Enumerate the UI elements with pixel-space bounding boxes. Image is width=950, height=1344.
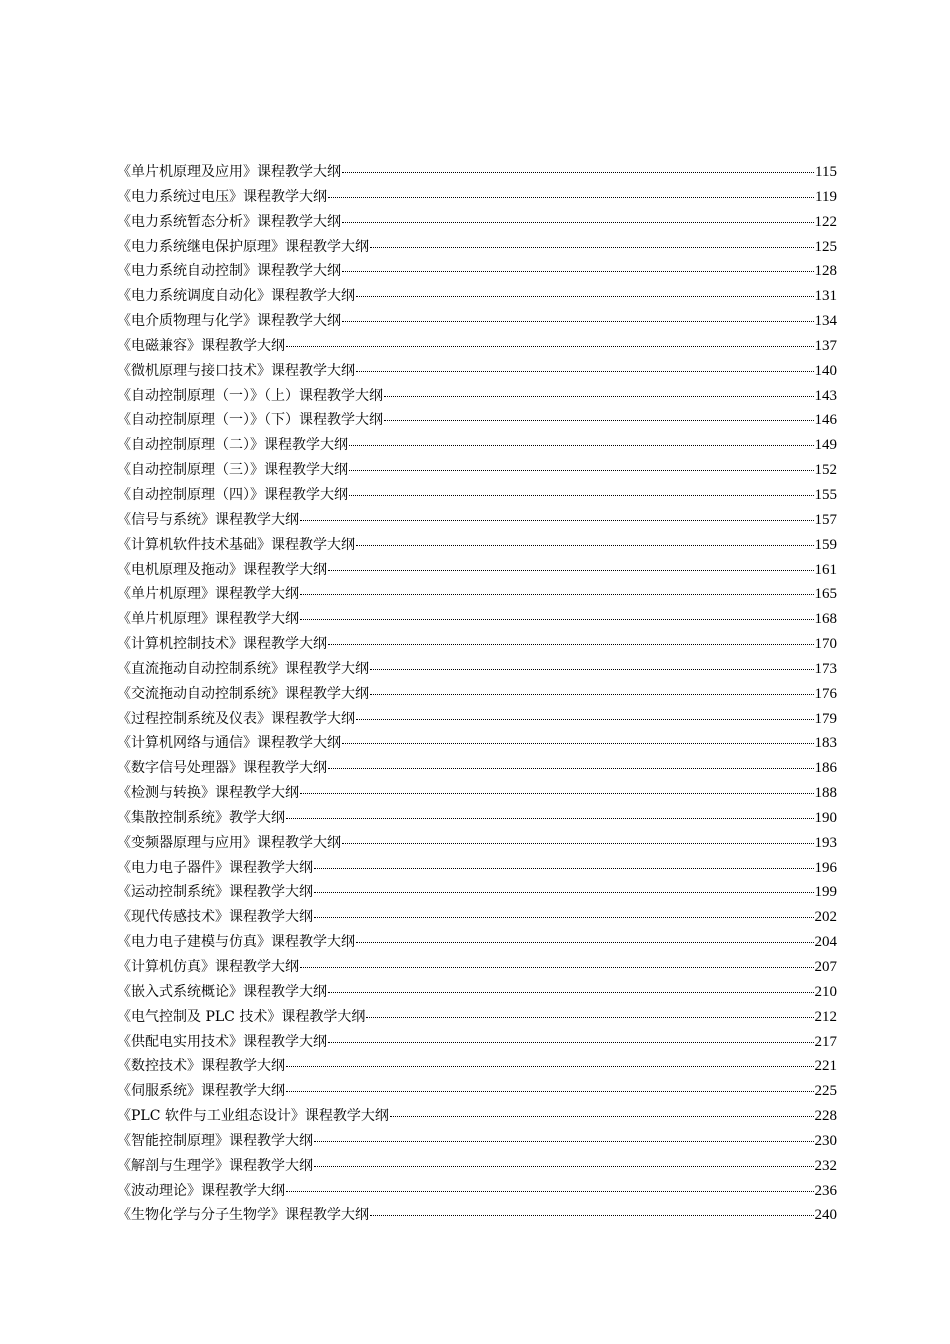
toc-entry-page-number: 137	[814, 337, 837, 354]
toc-entry-page-number: 221	[814, 1058, 837, 1075]
toc-entry-title: 《嵌入式系统概论》课程教学大纲	[117, 983, 327, 1000]
toc-entry[interactable]	[117, 508, 837, 533]
toc-entry[interactable]	[117, 185, 837, 210]
toc-entry-page-number: 143	[814, 387, 837, 404]
toc-entry[interactable]	[117, 781, 837, 806]
toc-entry[interactable]	[117, 160, 837, 185]
toc-entry-page-number: 190	[814, 809, 837, 826]
toc-dot-leader	[286, 1066, 814, 1067]
toc-entry[interactable]	[117, 309, 837, 334]
toc-dot-leader	[314, 917, 814, 918]
toc-entry[interactable]	[117, 707, 837, 732]
toc-entry-title: 《交流拖动自动控制系统》课程教学大纲	[117, 685, 369, 702]
toc-dot-leader	[356, 942, 814, 943]
toc-entry-page-number: 134	[814, 313, 837, 330]
toc-dot-leader	[300, 520, 814, 521]
toc-dot-leader	[366, 1017, 813, 1018]
toc-entry-title: 《智能控制原理》课程教学大纲	[117, 1132, 313, 1149]
toc-entry-page-number: 157	[814, 511, 837, 528]
toc-entry-title: 《单片机原理》课程教学大纲	[117, 611, 299, 628]
toc-entry[interactable]	[117, 582, 837, 607]
toc-entry[interactable]	[117, 657, 837, 682]
toc-dot-leader	[342, 271, 814, 272]
toc-entry-page-number: 188	[814, 785, 837, 802]
toc-entry[interactable]	[117, 831, 837, 856]
toc-entry[interactable]	[117, 1079, 837, 1104]
toc-entry[interactable]	[117, 955, 837, 980]
toc-dot-leader	[328, 644, 814, 645]
toc-entry-page-number: 152	[814, 462, 837, 479]
toc-entry-page-number: 196	[814, 859, 837, 876]
toc-dot-leader	[370, 1215, 814, 1216]
toc-entry[interactable]	[117, 533, 837, 558]
toc-entry-title: 《自动控制原理（二）》课程教学大纲	[117, 437, 348, 454]
toc-entry-title: 《供配电实用技术》课程教学大纲	[117, 1033, 327, 1050]
toc-dot-leader	[390, 1116, 814, 1117]
toc-entry[interactable]	[117, 458, 837, 483]
toc-entry[interactable]	[117, 930, 837, 955]
toc-entry[interactable]	[117, 1104, 837, 1129]
toc-dot-leader	[342, 172, 814, 173]
toc-dot-leader	[342, 743, 814, 744]
toc-entry-page-number: 183	[814, 735, 837, 752]
toc-entry-title: 《电力系统调度自动化》课程教学大纲	[117, 288, 355, 305]
toc-entry-title: 《计算机软件技术基础》课程教学大纲	[117, 536, 355, 553]
toc-dot-leader	[384, 420, 814, 421]
toc-entry-page-number: 228	[814, 1108, 837, 1125]
toc-entry-page-number: 159	[814, 536, 837, 553]
table-of-contents	[117, 160, 837, 1228]
toc-entry[interactable]	[117, 235, 837, 260]
toc-entry-page-number: 115	[815, 164, 837, 180]
toc-dot-leader	[342, 321, 814, 322]
toc-entry-title: 《电力系统过电压》课程教学大纲	[117, 188, 327, 205]
toc-dot-leader	[286, 1091, 814, 1092]
toc-entry[interactable]	[117, 856, 837, 881]
toc-entry[interactable]	[117, 1203, 837, 1228]
toc-entry-title: 《集散控制系统》教学大纲	[117, 809, 285, 826]
toc-entry[interactable]	[117, 1154, 837, 1179]
toc-dot-leader	[328, 768, 814, 769]
toc-entry-page-number: 207	[814, 959, 837, 975]
toc-entry-page-number: 170	[814, 636, 837, 653]
toc-entry[interactable]	[117, 1129, 837, 1154]
toc-entry-title: 《电气控制及 PLC 技术》课程教学大纲	[117, 1008, 366, 1025]
toc-entry-page-number: 210	[814, 983, 837, 1000]
toc-entry[interactable]	[117, 408, 837, 433]
toc-dot-leader	[328, 992, 814, 993]
toc-entry-page-number: 240	[814, 1207, 837, 1224]
toc-entry-title: 《计算机控制技术》课程教学大纲	[117, 636, 327, 653]
toc-entry-page-number: 168	[814, 611, 837, 628]
toc-entry-title: 《自动控制原理（四）》课程教学大纲	[117, 486, 348, 503]
toc-entry-title: 《检测与转换》课程教学大纲	[117, 785, 299, 802]
toc-entry-page-number: 122	[814, 213, 837, 230]
toc-entry-page-number: 165	[814, 586, 837, 603]
toc-entry[interactable]	[117, 806, 837, 831]
toc-entry-page-number: 173	[814, 660, 837, 677]
toc-entry-title: 《PLC 软件与工业组态设计》课程教学大纲	[117, 1108, 389, 1125]
toc-dot-leader	[300, 967, 814, 968]
toc-entry-page-number: 119	[815, 188, 837, 205]
toc-dot-leader	[356, 371, 814, 372]
toc-dot-leader	[314, 868, 814, 869]
toc-entry-title: 《电力系统自动控制》课程教学大纲	[117, 263, 341, 280]
toc-entry-title: 《计算机仿真》课程教学大纲	[117, 959, 299, 975]
toc-entry-title: 《自动控制原理（一）》（上）课程教学大纲	[117, 387, 383, 404]
toc-dot-leader	[300, 619, 814, 620]
toc-entry-page-number: 230	[814, 1132, 837, 1149]
toc-entry-page-number: 125	[814, 238, 837, 255]
toc-entry-page-number: 225	[814, 1083, 837, 1100]
toc-dot-leader	[286, 1191, 814, 1192]
toc-dot-leader	[286, 346, 814, 347]
toc-dot-leader	[314, 1166, 814, 1167]
toc-entry-page-number: 232	[814, 1157, 837, 1174]
toc-entry-title: 《电力电子器件》课程教学大纲	[117, 859, 313, 876]
toc-dot-leader	[300, 793, 814, 794]
toc-dot-leader	[314, 892, 814, 893]
toc-entry[interactable]	[117, 284, 837, 309]
toc-entry-page-number: 146	[814, 412, 837, 429]
toc-entry-title: 《电力系统暂态分析》课程教学大纲	[117, 213, 341, 230]
toc-entry-page-number: 202	[814, 909, 837, 926]
toc-dot-leader	[356, 719, 814, 720]
toc-entry-page-number: 193	[814, 834, 837, 851]
toc-entry[interactable]	[117, 1030, 837, 1055]
toc-entry-title: 《电介质物理与化学》课程教学大纲	[117, 313, 341, 330]
toc-entry-title: 《数字信号处理器》课程教学大纲	[117, 760, 327, 777]
toc-entry-page-number: 140	[814, 362, 837, 379]
toc-entry[interactable]	[117, 880, 837, 905]
toc-entry-page-number: 128	[814, 263, 837, 280]
toc-entry[interactable]	[117, 1179, 837, 1204]
toc-entry[interactable]	[117, 210, 837, 235]
toc-dot-leader	[342, 222, 814, 223]
toc-dot-leader	[314, 1141, 814, 1142]
toc-entry-page-number: 186	[814, 760, 837, 777]
toc-entry[interactable]	[117, 980, 837, 1005]
toc-dot-leader	[328, 197, 814, 198]
toc-entry[interactable]	[117, 682, 837, 707]
toc-entry-title: 《单片机原理及应用》课程教学大纲	[117, 164, 341, 180]
toc-entry-page-number: 212	[814, 1008, 837, 1025]
toc-dot-leader	[342, 843, 814, 844]
toc-entry-title: 《变频器原理与应用》课程教学大纲	[117, 834, 341, 851]
toc-entry-title: 《电力系统继电保护原理》课程教学大纲	[117, 238, 369, 255]
toc-entry[interactable]	[117, 433, 837, 458]
toc-entry-title: 《单片机原理》课程教学大纲	[117, 586, 299, 603]
toc-entry-page-number: 161	[814, 561, 837, 578]
toc-entry-page-number: 176	[814, 685, 837, 702]
toc-entry[interactable]	[117, 558, 837, 583]
toc-entry[interactable]	[117, 483, 837, 508]
toc-entry-title: 《电机原理及拖动》课程教学大纲	[117, 561, 327, 578]
toc-entry-page-number: 199	[814, 884, 837, 901]
toc-entry-page-number: 149	[814, 437, 837, 454]
toc-entry[interactable]	[117, 259, 837, 284]
toc-entry[interactable]	[117, 359, 837, 384]
toc-entry-title: 《微机原理与接口技术》课程教学大纲	[117, 362, 355, 379]
toc-dot-leader	[286, 818, 814, 819]
toc-entry-title: 《波动理论》课程教学大纲	[117, 1182, 285, 1199]
toc-entry-title: 《电磁兼容》课程教学大纲	[117, 337, 285, 354]
toc-dot-leader	[370, 247, 814, 248]
toc-entry[interactable]	[117, 1005, 837, 1030]
toc-entry-page-number: 217	[814, 1033, 837, 1050]
toc-entry[interactable]	[117, 607, 837, 632]
toc-entry-title: 《信号与系统》课程教学大纲	[117, 511, 299, 528]
toc-entry-page-number: 236	[814, 1182, 837, 1199]
toc-entry-title: 《直流拖动自动控制系统》课程教学大纲	[117, 660, 369, 677]
toc-entry-title: 《过程控制系统及仪表》课程教学大纲	[117, 710, 355, 727]
toc-entry-page-number: 155	[814, 486, 837, 503]
toc-entry-page-number: 179	[814, 710, 837, 727]
toc-dot-leader	[349, 445, 814, 446]
toc-entry-title: 《数控技术》课程教学大纲	[117, 1058, 285, 1075]
toc-dot-leader	[349, 470, 814, 471]
toc-entry-title: 《电力电子建模与仿真》课程教学大纲	[117, 934, 355, 951]
toc-dot-leader	[328, 1042, 814, 1043]
toc-entry[interactable]	[117, 632, 837, 657]
toc-entry-title: 《自动控制原理（三）》课程教学大纲	[117, 462, 348, 479]
toc-entry-title: 《自动控制原理（一）》（下）课程教学大纲	[117, 412, 383, 429]
toc-entry[interactable]	[117, 334, 837, 359]
toc-dot-leader	[356, 545, 814, 546]
toc-dot-leader	[328, 570, 814, 571]
toc-entry-title: 《计算机网络与通信》课程教学大纲	[117, 735, 341, 752]
toc-entry[interactable]	[117, 905, 837, 930]
toc-dot-leader	[349, 495, 814, 496]
toc-entry-title: 《伺服系统》课程教学大纲	[117, 1083, 285, 1100]
toc-entry[interactable]	[117, 731, 837, 756]
toc-dot-leader	[370, 669, 814, 670]
toc-dot-leader	[356, 296, 814, 297]
toc-entry[interactable]	[117, 756, 837, 781]
toc-entry-title: 《运动控制系统》课程教学大纲	[117, 884, 313, 901]
toc-dot-leader	[384, 396, 814, 397]
toc-dot-leader	[370, 694, 814, 695]
toc-entry[interactable]	[117, 1054, 837, 1079]
toc-entry[interactable]	[117, 384, 837, 409]
toc-entry-title: 《生物化学与分子生物学》课程教学大纲	[117, 1207, 369, 1224]
toc-entry-title: 《解剖与生理学》课程教学大纲	[117, 1157, 313, 1174]
toc-entry-page-number: 204	[814, 934, 837, 951]
toc-entry-page-number: 131	[814, 288, 837, 305]
toc-dot-leader	[300, 594, 814, 595]
toc-entry-title: 《现代传感技术》课程教学大纲	[117, 909, 313, 926]
